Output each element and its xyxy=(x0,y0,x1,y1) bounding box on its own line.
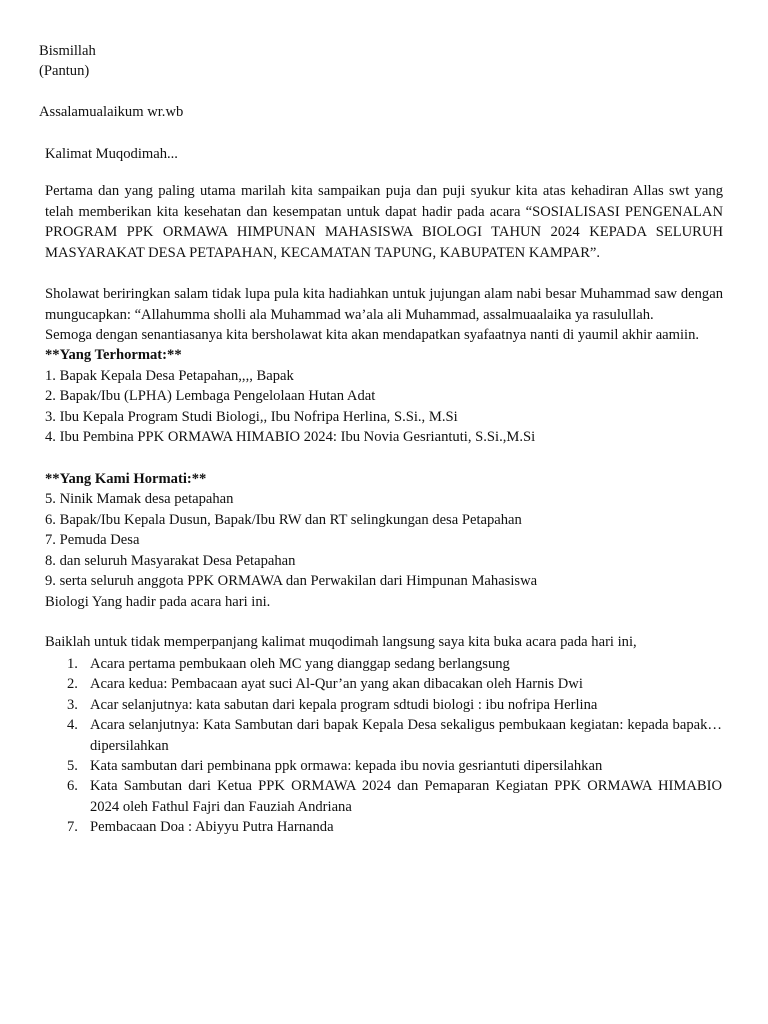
agenda-intro: Baiklah untuk tidak memperpanjang kalimat muqodimah langsung saya kita buka acara pada hari ini, xyxy=(45,634,637,650)
terhormat-item: 4. Ibu Pembina PPK ORMAWA HIMABIO 2024: Ibu Novia Gesriantuti, S.Si.,M.Si xyxy=(45,429,536,445)
agenda-item-text: Acara kedua: Pembacaan ayat suci Al-Qur’an yang akan dibacakan oleh Harnis Dwi xyxy=(90,676,583,692)
opening-paragraph: Pertama dan yang paling utama marilah kita sampaikan puja dan puji syukur kita atas kehadiran Allas swt yang telah memberikan kita kesehatan dan kesempatan untuk dapat hadir pada acara “SOSIALISASI PENGENALAN PROGRAM PPK ORMAWA HIMPUNAN MAHASISWA BIOLOGI TAHUN 2024 KEPADA SELURUH MASYARAKAT DESA PETAPAHAN, KECAMATAN TAPUNG, KABUPATEN KAMPAR”. xyxy=(45,183,723,261)
agenda-item-number: 2. xyxy=(67,676,78,692)
hormati-item: 6. Bapak/Ibu Kepala Dusun, Bapak/Ibu RW dan RT selingkungan desa Petapahan xyxy=(45,512,522,528)
agenda-item-text: Acara selanjutnya: Kata Sambutan dari bapak Kepala Desa sekaligus pembukaan kegiatan: kepada bapak… dipersilahkan xyxy=(90,717,722,754)
muqodimah-line: Kalimat Muqodimah... xyxy=(45,146,178,162)
agenda-item-number: 7. xyxy=(67,819,78,835)
agenda-item-text: Kata sambutan dari pembinana ppk ormawa: kepada ibu novia gesriantuti dipersilahkan xyxy=(90,758,603,774)
agenda-item-text: Acara pertama pembukaan oleh MC yang dianggap sedang berlangsung xyxy=(90,656,510,672)
agenda-item-number: 5. xyxy=(67,758,78,774)
agenda-item-text: Pembacaan Doa : Abiyyu Putra Harnanda xyxy=(90,819,334,835)
hormati-item: Biologi Yang hadir pada acara hari ini. xyxy=(45,594,271,610)
bismillah-line: Bismillah xyxy=(39,43,96,59)
hormati-item: 9. serta seluruh anggota PPK ORMAWA dan Perwakilan dari Himpunan Mahasiswa xyxy=(45,573,538,589)
pantun-line: (Pantun) xyxy=(39,63,90,79)
agenda-item-number: 6. xyxy=(67,778,78,794)
terhormat-item: 1. Bapak Kepala Desa Petapahan,,,, Bapak xyxy=(45,368,294,384)
hormati-item: 8. dan seluruh Masyarakat Desa Petapahan xyxy=(45,553,296,569)
agenda-item-text: Acar selanjutnya: kata sabutan dari kepala program sdtudi biologi : ibu nofripa Herlina xyxy=(90,697,598,713)
greeting-line: Assalamualaikum wr.wb xyxy=(39,104,184,120)
hormati-heading: **Yang Kami Hormati:** xyxy=(45,471,207,487)
terhormat-item: 2. Bapak/Ibu (LPHA) Lembaga Pengelolaan Hutan Adat xyxy=(45,388,376,404)
terhormat-heading: **Yang Terhormat:** xyxy=(45,347,182,363)
agenda-item-text: Kata Sambutan dari Ketua PPK ORMAWA 2024 dan Pemaparan Kegiatan PPK ORMAWA HIMABIO 2024 oleh Fathul Fajri dan Fauziah Andriana xyxy=(90,778,722,815)
terhormat-item: 3. Ibu Kepala Program Studi Biologi,, Ibu Nofripa Herlina, S.Si., M.Si xyxy=(45,409,458,425)
agenda-item-number: 3. xyxy=(67,697,78,713)
sholawat-paragraph: Sholawat beriringkan salam tidak lupa pula kita hadiahkan untuk jujungan alam nabi besar Muhammad saw dengan mungucapkan: “Allahumma sholli ala Muhammad wa’ala ali Muhammad, assalmuaalaika ya rasulullah. xyxy=(45,286,723,323)
agenda-item-number: 4. xyxy=(67,717,78,733)
syafaat-paragraph: Semoga dengan senantiasanya kita bersholawat kita akan mendapatkan syafaatnya nanti di yaumil akhir aamiin. xyxy=(45,327,700,343)
agenda-item-number: 1. xyxy=(67,656,78,672)
hormati-item: 5. Ninik Mamak desa petapahan xyxy=(45,491,234,507)
hormati-item: 7. Pemuda Desa xyxy=(45,532,140,548)
